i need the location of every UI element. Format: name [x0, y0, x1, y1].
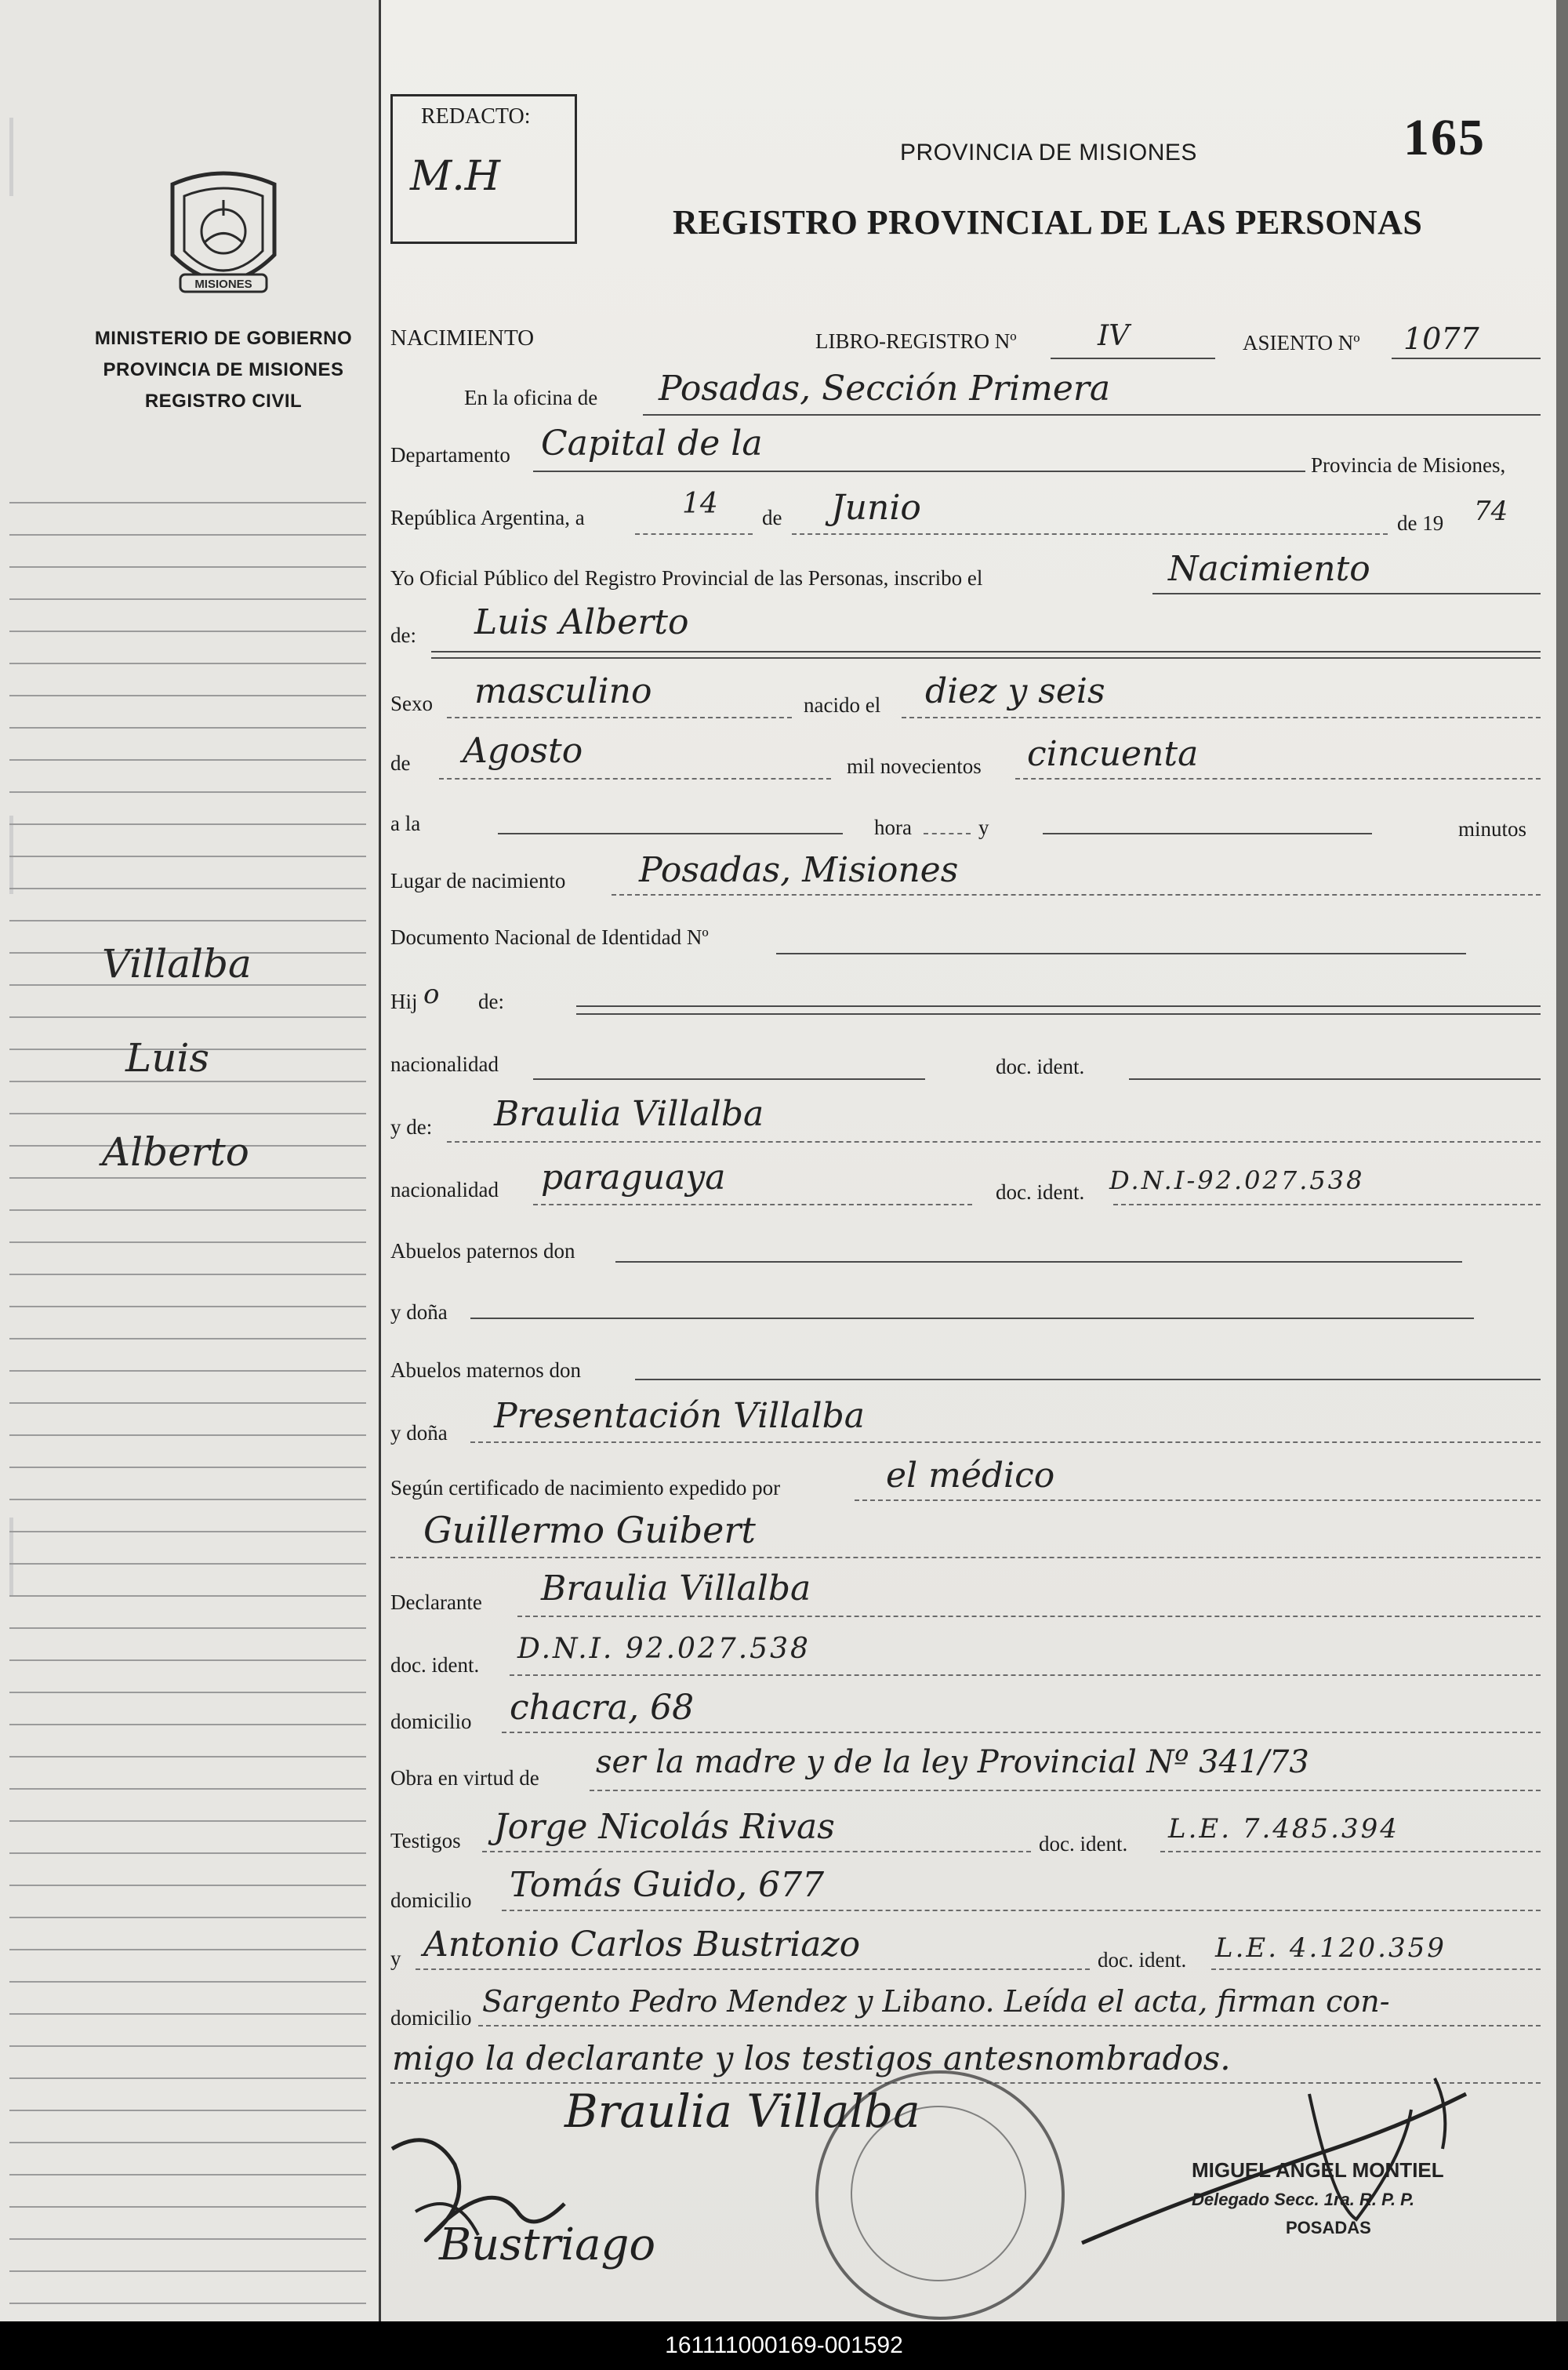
- y-label: y: [978, 816, 989, 839]
- departamento-value: Capital de la: [541, 423, 763, 463]
- margin-rule-line: [9, 1499, 366, 1500]
- segun-value: el médico: [886, 1456, 1055, 1496]
- officer-city: POSADAS: [1286, 2218, 1371, 2237]
- witness-scribble-signature: [384, 2117, 588, 2274]
- domicilio-label: domicilio: [390, 1710, 472, 1733]
- month-value: Junio: [831, 488, 921, 528]
- father-nationality-label: nacionalidad: [390, 1052, 499, 1076]
- minutos-line: [1043, 833, 1372, 834]
- testigo-signature: Bustriago: [439, 2219, 656, 2270]
- redacto-box: [390, 94, 577, 244]
- page-number: 165: [1403, 109, 1486, 166]
- inscribo-value: Nacimiento: [1168, 549, 1370, 589]
- medico-line: [390, 1557, 1541, 1558]
- day-line: [635, 533, 753, 535]
- margin-rule-line: [9, 1756, 366, 1758]
- margin-rule-line: [9, 1852, 366, 1854]
- domicilio-line: [502, 1732, 1541, 1733]
- declarante-label: Declarante: [390, 1590, 482, 1614]
- margin-rule-line: [9, 1370, 366, 1372]
- binding-stitch: [9, 816, 48, 894]
- mother-nationality-line: [533, 1204, 972, 1205]
- testigo2-line: [416, 1968, 1090, 1970]
- sexo-value: masculino: [474, 671, 652, 711]
- day-value: 14: [682, 488, 718, 520]
- registry-title: REGISTRO PROVINCIAL DE LAS PERSONAS: [673, 203, 1423, 242]
- abuelos-maternos-line: [635, 1379, 1541, 1380]
- image-id-footer: 161111000169-001592: [0, 2321, 1568, 2370]
- margin-rule-line: [9, 2303, 366, 2304]
- mother-label: y de:: [390, 1115, 433, 1139]
- testigo1-doc-value: L.E. 7.485.394: [1168, 1813, 1399, 1845]
- declarante-value: Braulia Villalba: [541, 1568, 811, 1608]
- margin-rule-line: [9, 2270, 366, 2272]
- margin-rule-line: [9, 2174, 366, 2176]
- margin-rule-line: [9, 2142, 366, 2143]
- nacido-value: diez y seis: [925, 671, 1105, 711]
- sexo-label: Sexo: [390, 692, 433, 715]
- oficina-value: Posadas, Sección Primera: [659, 369, 1111, 409]
- declarante-doc-value: D.N.I. 92.027.538: [517, 1633, 811, 1665]
- margin-rule-line: [9, 663, 366, 664]
- abuela-materna-label: y doña: [390, 1421, 448, 1445]
- departamento-line: [533, 471, 1305, 472]
- ministry-line-2: PROVINCIA DE MISIONES: [103, 359, 344, 380]
- act-type-label: NACIMIENTO: [390, 325, 535, 351]
- segun-label: Según certificado de nacimiento expedido por: [390, 1476, 781, 1499]
- abuelos-paternos-label: Abuelos paternos don: [390, 1239, 575, 1263]
- obra-line: [590, 1790, 1541, 1791]
- asiento-label: ASIENTO Nº: [1243, 331, 1360, 354]
- mother-doc-line: [1113, 1204, 1541, 1205]
- departamento-label: Departamento: [390, 443, 510, 467]
- margin-rule-line: [9, 1434, 366, 1436]
- margin-rule-line: [9, 1917, 366, 1918]
- testigo2-doc-line: [1211, 1968, 1541, 1970]
- ala-line: [498, 833, 843, 834]
- margin-rule-line: [9, 1820, 366, 1822]
- segun-line: [855, 1499, 1541, 1501]
- republica-label: República Argentina, a: [390, 506, 585, 529]
- margin-rule-line: [9, 502, 366, 503]
- declarante-doc-label: doc. ident.: [390, 1653, 480, 1677]
- inscribo-label: Yo Oficial Público del Registro Provincial de las Personas, inscribo el: [390, 566, 983, 590]
- father-nationality-line: [533, 1078, 925, 1080]
- lugar-label: Lugar de nacimiento: [390, 869, 566, 892]
- hijo-line-double: [576, 1013, 1541, 1015]
- mother-value: Braulia Villalba: [494, 1094, 764, 1134]
- month-line: [792, 533, 1388, 535]
- margin-rule-line: [9, 566, 366, 568]
- margin-rule-line: [9, 1306, 366, 1307]
- lugar-line: [612, 894, 1541, 896]
- name-value: Luis Alberto: [474, 602, 689, 642]
- ministry-line-1: MINISTERIO DE GOBIERNO: [94, 328, 353, 349]
- domicilio-value: chacra, 68: [510, 1688, 695, 1728]
- margin-rule-line: [9, 1016, 366, 1018]
- hora-line: [924, 833, 971, 834]
- margin-rule-line: [9, 1981, 366, 1983]
- closing-value: migo la declarante y los testigos antesnombrados.: [392, 2039, 1231, 2077]
- hijo-de-label: de:: [478, 990, 504, 1013]
- margin-rule-line: [9, 1081, 366, 1082]
- abuela-materna-value: Presentación Villalba: [494, 1396, 865, 1436]
- testigo1-doc-line: [1160, 1851, 1541, 1852]
- margin-rule-line: [9, 695, 366, 696]
- mother-doc-label: doc. ident.: [996, 1180, 1085, 1204]
- abuelos-paternos-line: [615, 1261, 1462, 1263]
- name-line-double: [431, 657, 1541, 659]
- margin-rule-line: [9, 1595, 366, 1597]
- year-value: 74: [1474, 496, 1508, 527]
- testigo1-domicilio-value: Tomás Guido, 677: [510, 1865, 825, 1905]
- hijo-label: Hij: [390, 990, 418, 1013]
- birth-month-label: de: [390, 751, 411, 775]
- mother-line: [447, 1141, 1541, 1143]
- obra-label: Obra en virtud de: [390, 1766, 539, 1790]
- margin-rule-line: [9, 1467, 366, 1468]
- inscribo-line: [1152, 593, 1541, 594]
- redacto-label: REDACTO:: [421, 104, 531, 129]
- provincial-crest-icon: [165, 169, 282, 302]
- margin-rule-line: [9, 1563, 366, 1565]
- margin-rule-line: [9, 791, 366, 793]
- dni-label: Documento Nacional de Identidad Nº: [390, 925, 709, 949]
- libro-line: [1051, 358, 1215, 359]
- testigo2-doc-value: L.E. 4.120.359: [1215, 1932, 1446, 1964]
- declarante-line: [517, 1616, 1541, 1617]
- margin-divider: [379, 0, 381, 2321]
- margin-rule-line: [9, 2206, 366, 2208]
- de-label: de: [762, 506, 782, 529]
- margin-rule-line: [9, 1241, 366, 1243]
- margin-rule-line: [9, 2013, 366, 2015]
- testigo1-domicilio-label: domicilio: [390, 1888, 472, 1912]
- margin-rule-line: [9, 1659, 366, 1661]
- hora-label: hora: [874, 816, 912, 839]
- mil-label: mil novecientos: [847, 754, 982, 778]
- redacto-initials: M.H: [410, 153, 501, 200]
- margin-rule-line: [9, 1692, 366, 1693]
- margin-rule-line: [9, 920, 366, 921]
- margin-rule-line: [9, 1402, 366, 1404]
- margin-rule-line: [9, 888, 366, 889]
- margin-rule-line: [9, 1627, 366, 1629]
- testigos-label: Testigos: [390, 1829, 461, 1852]
- margin-rule-line: [9, 1949, 366, 1950]
- nacido-label: nacido el: [804, 693, 881, 717]
- margin-rule-line: [9, 1209, 366, 1211]
- margin-rule-line: [9, 1113, 366, 1114]
- name-label: de:: [390, 623, 416, 647]
- asiento-value: 1077: [1403, 322, 1479, 356]
- ministry-line-3: REGISTRO CIVIL: [144, 391, 303, 412]
- abuelos-maternos-label: Abuelos maternos don: [390, 1358, 581, 1382]
- obra-value: ser la madre y de la ley Provincial Nº 341/73: [596, 1744, 1309, 1780]
- margin-rule-line: [9, 1338, 366, 1339]
- oficina-label: En la oficina de: [464, 386, 598, 409]
- abuela-paterna-label: y doña: [390, 1300, 448, 1324]
- oficina-line: [643, 414, 1541, 416]
- margin-first-name: Luis: [125, 1035, 210, 1081]
- margin-rule-line: [9, 1531, 366, 1532]
- asiento-line: [1392, 358, 1541, 359]
- testigo2-domicilio-label: domicilio: [390, 2006, 472, 2030]
- declarante-doc-line: [510, 1674, 1541, 1676]
- margin-second-name: Alberto: [102, 1129, 249, 1175]
- margin-rule-line: [9, 759, 366, 761]
- testigo2-domicilio-value: Sargento Pedro Mendez y Libano. Leída el acta, firman con-: [482, 1984, 1390, 2019]
- binding-stitch: [9, 118, 48, 196]
- medico-value: Guillermo Guibert: [423, 1509, 756, 1551]
- abuela-materna-line: [470, 1441, 1541, 1443]
- officer-name: MIGUEL ANGEL MONTIEL: [1192, 2158, 1444, 2182]
- declarante-signature: Braulia Villalba: [564, 2085, 920, 2138]
- testigo1-line: [482, 1851, 1031, 1852]
- margin-rule-line: [9, 1885, 366, 1886]
- testigo1-domicilio-line: [502, 1910, 1541, 1911]
- margin-rule-line: [9, 1788, 366, 1790]
- libro-value: IV: [1098, 320, 1130, 352]
- testigo2-domicilio-line: [478, 2025, 1541, 2026]
- testigo1-doc-label: doc. ident.: [1039, 1832, 1128, 1856]
- margin-rule-line: [9, 727, 366, 729]
- hijo-suffix: o: [423, 979, 440, 1010]
- nacido-line: [902, 717, 1541, 718]
- margin-rule-line: [9, 2110, 366, 2111]
- father-doc-line: [1129, 1078, 1541, 1080]
- binding-stitch: [9, 1518, 48, 1596]
- birth-month-value: Agosto: [463, 731, 583, 771]
- lugar-value: Posadas, Misiones: [639, 850, 959, 890]
- margin-rule-line: [9, 2238, 366, 2240]
- margin-rule-line: [9, 1177, 366, 1179]
- mil-value: cincuenta: [1027, 734, 1199, 774]
- abuela-paterna-line: [470, 1318, 1474, 1319]
- crest-text: MISIONES: [194, 278, 252, 291]
- mother-doc-value: D.N.I-92.027.538: [1109, 1165, 1365, 1195]
- name-line: [431, 651, 1541, 652]
- mother-nationality-value: paraguaya: [541, 1158, 726, 1198]
- margin-rule-line: [9, 1724, 366, 1725]
- margin-rule-line: [9, 534, 366, 536]
- margin-rule-line: [9, 598, 366, 600]
- dni-line: [776, 953, 1466, 954]
- page-edge-shadow: [1556, 0, 1568, 2321]
- testigo2-label: y: [390, 1947, 401, 1970]
- officer-title: Delegado Secc. 1ra. R. P. P.: [1192, 2190, 1415, 2209]
- margin-rule-line: [9, 2077, 366, 2079]
- mil-line: [1015, 778, 1541, 780]
- birth-month-line: [439, 778, 831, 780]
- hijo-line: [576, 1005, 1541, 1007]
- ala-label: a la: [390, 812, 421, 835]
- margin-rule-line: [9, 631, 366, 632]
- libro-label: LIBRO-REGISTRO Nº: [815, 329, 1017, 353]
- sexo-line: [447, 717, 792, 718]
- testigo2-doc-label: doc. ident.: [1098, 1948, 1187, 1972]
- testigo2-value: Antonio Carlos Bustriazo: [423, 1925, 861, 1965]
- mother-nationality-label: nacionalidad: [390, 1178, 499, 1201]
- testigo1-value: Jorge Nicolás Rivas: [494, 1807, 835, 1847]
- margin-surname: Villalba: [102, 941, 252, 987]
- provincia-label: Provincia de Misiones,: [1311, 453, 1506, 477]
- province-heading: PROVINCIA DE MISIONES: [900, 140, 1197, 165]
- father-doc-label: doc. ident.: [996, 1055, 1085, 1078]
- margin-rule-line: [9, 823, 366, 825]
- year-label: de 19: [1397, 511, 1444, 535]
- margin-rule-line: [9, 856, 366, 857]
- margin-rule-line: [9, 1274, 366, 1275]
- margin-rule-line: [9, 2045, 366, 2047]
- minutos-label: minutos: [1458, 817, 1527, 841]
